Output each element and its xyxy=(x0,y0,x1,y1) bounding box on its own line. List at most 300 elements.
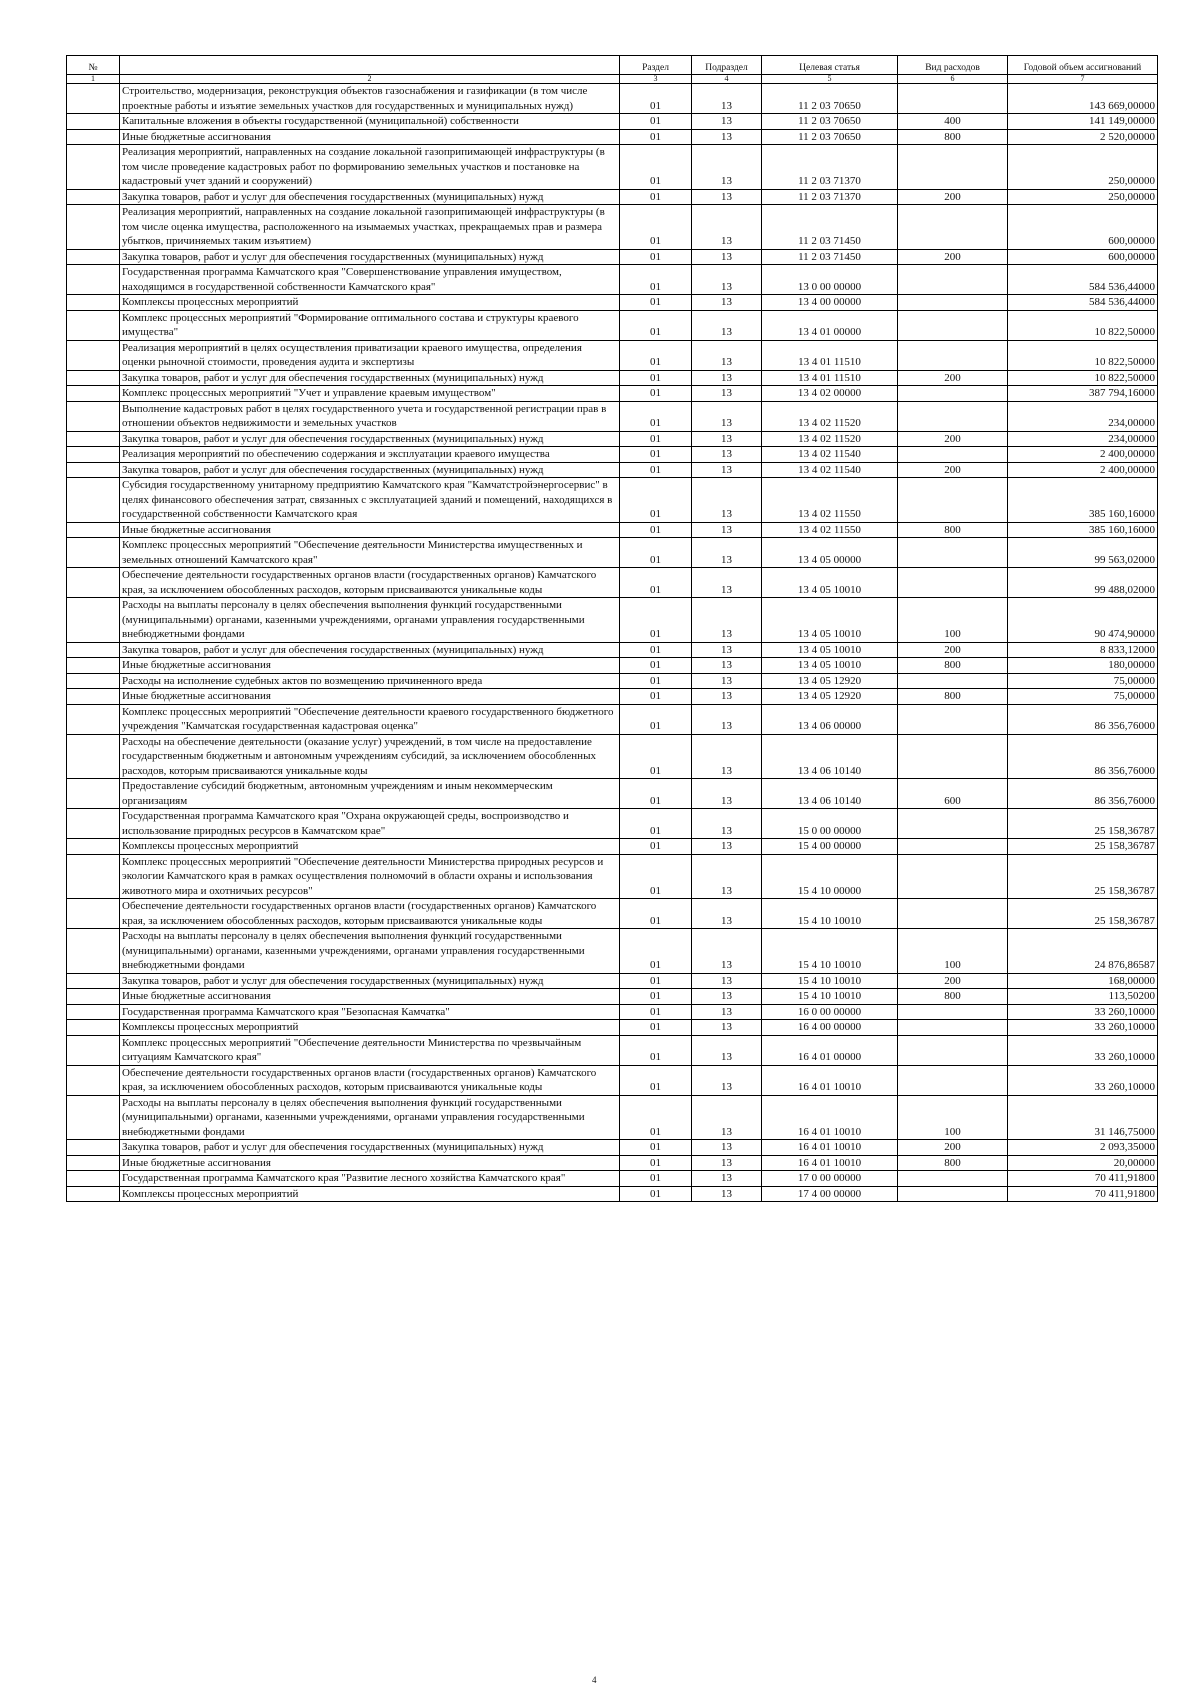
cell-podrazdel: 13 xyxy=(692,1020,762,1036)
table-row xyxy=(67,538,1158,568)
cell-sum: 234,00000 xyxy=(1008,401,1158,431)
cell-razdel: 01 xyxy=(620,310,692,340)
cell-razdel: 01 xyxy=(620,973,692,989)
header-num: № xyxy=(67,56,120,75)
cell-sum: 25 158,36787 xyxy=(1008,839,1158,855)
header-name xyxy=(120,56,620,75)
table-row xyxy=(67,989,1158,1005)
cell-sum: 8 833,12000 xyxy=(1008,642,1158,658)
cell-num xyxy=(67,114,120,130)
table-row xyxy=(67,189,1158,205)
cell-name: Комплекс процессных мероприятий "Обеспечение деятельности Министерства природных ресурсов и экологии Камчатского края в рамках осуществления полномочий в области охраны и использования животного мира и охотничьих ресурсов" xyxy=(120,854,620,899)
cell-podrazdel: 13 xyxy=(692,447,762,463)
cell-celevaya: 13 4 00 00000 xyxy=(762,295,898,311)
table-row xyxy=(67,1004,1158,1020)
table-row xyxy=(67,642,1158,658)
cell-razdel: 01 xyxy=(620,779,692,809)
cell-podrazdel: 13 xyxy=(692,1171,762,1187)
cell-celevaya: 13 0 00 00000 xyxy=(762,265,898,295)
table-row xyxy=(67,522,1158,538)
cell-name: Иные бюджетные ассигнования xyxy=(120,658,620,674)
cell-num xyxy=(67,295,120,311)
cell-sum: 143 669,00000 xyxy=(1008,84,1158,114)
cell-num xyxy=(67,84,120,114)
cell-num xyxy=(67,1020,120,1036)
cell-celevaya: 13 4 01 00000 xyxy=(762,310,898,340)
cell-sum: 600,00000 xyxy=(1008,249,1158,265)
cell-vid xyxy=(898,1004,1008,1020)
cell-podrazdel: 13 xyxy=(692,779,762,809)
cell-razdel: 01 xyxy=(620,295,692,311)
cell-razdel: 01 xyxy=(620,704,692,734)
table-body xyxy=(67,84,1158,1202)
cell-razdel: 01 xyxy=(620,401,692,431)
column-number: 7 xyxy=(1008,75,1158,84)
cell-vid xyxy=(898,205,1008,250)
cell-num xyxy=(67,265,120,295)
cell-vid: 200 xyxy=(898,462,1008,478)
cell-celevaya: 13 4 06 10140 xyxy=(762,779,898,809)
cell-celevaya: 13 4 05 00000 xyxy=(762,538,898,568)
cell-num xyxy=(67,522,120,538)
cell-name: Закупка товаров, работ и услуг для обеспечения государственных (муниципальных) нужд xyxy=(120,249,620,265)
cell-podrazdel: 13 xyxy=(692,478,762,523)
cell-razdel: 01 xyxy=(620,84,692,114)
cell-name: Закупка товаров, работ и услуг для обеспечения государственных (муниципальных) нужд xyxy=(120,189,620,205)
cell-razdel: 01 xyxy=(620,1140,692,1156)
cell-podrazdel: 13 xyxy=(692,1065,762,1095)
cell-vid: 800 xyxy=(898,658,1008,674)
cell-razdel: 01 xyxy=(620,689,692,705)
cell-celevaya: 16 4 01 10010 xyxy=(762,1095,898,1140)
table-row xyxy=(67,84,1158,114)
table-row xyxy=(67,145,1158,190)
cell-podrazdel: 13 xyxy=(692,310,762,340)
cell-vid xyxy=(898,734,1008,779)
cell-sum: 180,00000 xyxy=(1008,658,1158,674)
cell-vid: 200 xyxy=(898,1140,1008,1156)
cell-num xyxy=(67,568,120,598)
cell-sum: 25 158,36787 xyxy=(1008,899,1158,929)
cell-vid: 400 xyxy=(898,114,1008,130)
cell-sum: 99 563,02000 xyxy=(1008,538,1158,568)
cell-vid: 100 xyxy=(898,929,1008,974)
cell-name: Расходы на выплаты персоналу в целях обеспечения выполнения функций государственными (муниципальными) органами, казенными учреждениями, органами управления государственными внебюджетными фондами xyxy=(120,1095,620,1140)
cell-name: Государственная программа Камчатского края "Развитие лесного хозяйства Камчатского края" xyxy=(120,1171,620,1187)
cell-name: Расходы на обеспечение деятельности (оказание услуг) учреждений, в том числе на предоставление государственным бюджетным и автономным учреждениям субсидий, за исключением обособленных расходов, которым присваиваются уникальные коды xyxy=(120,734,620,779)
cell-razdel: 01 xyxy=(620,1065,692,1095)
cell-num xyxy=(67,839,120,855)
cell-name: Государственная программа Камчатского края "Совершенствование управления имуществом, находящимся в государственной собственности Камчатского края" xyxy=(120,265,620,295)
cell-name: Закупка товаров, работ и услуг для обеспечения государственных (муниципальных) нужд xyxy=(120,370,620,386)
cell-num xyxy=(67,447,120,463)
header-razdel: Раздел xyxy=(620,56,692,75)
cell-celevaya: 11 2 03 71450 xyxy=(762,205,898,250)
cell-razdel: 01 xyxy=(620,673,692,689)
cell-celevaya: 13 4 02 11520 xyxy=(762,401,898,431)
table-row xyxy=(67,568,1158,598)
cell-sum: 234,00000 xyxy=(1008,431,1158,447)
cell-name: Государственная программа Камчатского края "Безопасная Камчатка" xyxy=(120,1004,620,1020)
cell-name: Субсидия государственному унитарному предприятию Камчатского края "Камчатстройэнергосервис" в целях финансового обеспечения затрат, связанных с эксплуатацией зданий и помещений, находящихся в государственной собственности Камчатского края xyxy=(120,478,620,523)
cell-vid xyxy=(898,1171,1008,1187)
budget-document xyxy=(66,55,1157,1202)
cell-num xyxy=(67,598,120,643)
table-row xyxy=(67,779,1158,809)
cell-razdel: 01 xyxy=(620,114,692,130)
cell-podrazdel: 13 xyxy=(692,1004,762,1020)
cell-num xyxy=(67,642,120,658)
cell-vid xyxy=(898,704,1008,734)
cell-name: Комплекс процессных мероприятий "Обеспечение деятельности краевого государственного бюджетного учреждения "Камчатская государственная кадастровая оценка" xyxy=(120,704,620,734)
cell-celevaya: 15 4 10 10010 xyxy=(762,989,898,1005)
table-row xyxy=(67,598,1158,643)
cell-podrazdel: 13 xyxy=(692,689,762,705)
cell-celevaya: 11 2 03 71370 xyxy=(762,145,898,190)
cell-podrazdel: 13 xyxy=(692,989,762,1005)
cell-num xyxy=(67,205,120,250)
cell-vid xyxy=(898,839,1008,855)
table-row xyxy=(67,249,1158,265)
cell-podrazdel: 13 xyxy=(692,839,762,855)
cell-name: Выполнение кадастровых работ в целях государственного учета и государственной регистрации прав в отношении объектов недвижимости и земельных участков xyxy=(120,401,620,431)
cell-sum: 90 474,90000 xyxy=(1008,598,1158,643)
cell-num xyxy=(67,734,120,779)
cell-sum: 385 160,16000 xyxy=(1008,478,1158,523)
cell-vid: 200 xyxy=(898,249,1008,265)
cell-podrazdel: 13 xyxy=(692,1155,762,1171)
cell-name: Комплексы процессных мероприятий xyxy=(120,839,620,855)
cell-name: Реализация мероприятий, направленных на создание локальной газоприпимающей инфраструктуры (в том числе оценка имущества, расположенного на изымаемых участках, прекращаемых прав и размера убытков, причиняемых таким изъятием) xyxy=(120,205,620,250)
column-number: 1 xyxy=(67,75,120,84)
cell-celevaya: 17 4 00 00000 xyxy=(762,1186,898,1202)
cell-celevaya: 13 4 02 11540 xyxy=(762,447,898,463)
cell-vid xyxy=(898,854,1008,899)
cell-vid xyxy=(898,1186,1008,1202)
cell-podrazdel: 13 xyxy=(692,401,762,431)
cell-sum: 86 356,76000 xyxy=(1008,779,1158,809)
cell-sum: 385 160,16000 xyxy=(1008,522,1158,538)
cell-vid xyxy=(898,386,1008,402)
cell-vid xyxy=(898,295,1008,311)
column-number: 6 xyxy=(898,75,1008,84)
cell-sum: 168,00000 xyxy=(1008,973,1158,989)
budget-table xyxy=(66,55,1158,1202)
cell-name: Закупка товаров, работ и услуг для обеспечения государственных (муниципальных) нужд xyxy=(120,973,620,989)
cell-name: Комплекс процессных мероприятий "Формирование оптимального состава и структуры краевого имущества" xyxy=(120,310,620,340)
table-row xyxy=(67,1186,1158,1202)
cell-celevaya: 16 4 01 10010 xyxy=(762,1065,898,1095)
cell-razdel: 01 xyxy=(620,370,692,386)
cell-name: Иные бюджетные ассигнования xyxy=(120,129,620,145)
cell-vid: 200 xyxy=(898,642,1008,658)
cell-podrazdel: 13 xyxy=(692,129,762,145)
cell-vid xyxy=(898,1035,1008,1065)
cell-razdel: 01 xyxy=(620,1004,692,1020)
cell-sum: 86 356,76000 xyxy=(1008,704,1158,734)
cell-sum: 33 260,10000 xyxy=(1008,1004,1158,1020)
table-row xyxy=(67,114,1158,130)
cell-vid xyxy=(898,673,1008,689)
cell-vid: 800 xyxy=(898,989,1008,1005)
cell-sum: 250,00000 xyxy=(1008,145,1158,190)
cell-podrazdel: 13 xyxy=(692,642,762,658)
cell-podrazdel: 13 xyxy=(692,704,762,734)
cell-razdel: 01 xyxy=(620,1035,692,1065)
cell-name: Комплексы процессных мероприятий xyxy=(120,295,620,311)
cell-celevaya: 13 4 06 10140 xyxy=(762,734,898,779)
cell-celevaya: 11 2 03 70650 xyxy=(762,84,898,114)
table-row xyxy=(67,1095,1158,1140)
cell-celevaya: 13 4 01 11510 xyxy=(762,370,898,386)
cell-name: Комплексы процессных мероприятий xyxy=(120,1020,620,1036)
cell-num xyxy=(67,145,120,190)
cell-num xyxy=(67,462,120,478)
cell-vid xyxy=(898,145,1008,190)
cell-num xyxy=(67,249,120,265)
cell-name: Иные бюджетные ассигнования xyxy=(120,1155,620,1171)
table-row xyxy=(67,1140,1158,1156)
cell-podrazdel: 13 xyxy=(692,249,762,265)
cell-razdel: 01 xyxy=(620,809,692,839)
cell-name: Обеспечение деятельности государственных органов власти (государственных органов) Камчатского края, за исключением обособленных расходов, которым присваиваются уникальные коды xyxy=(120,568,620,598)
cell-podrazdel: 13 xyxy=(692,462,762,478)
cell-sum: 584 536,44000 xyxy=(1008,265,1158,295)
cell-sum: 2 520,00000 xyxy=(1008,129,1158,145)
header-sum: Годовой объем ассигнований xyxy=(1008,56,1158,75)
cell-name: Обеспечение деятельности государственных органов власти (государственных органов) Камчатского края, за исключением обособленных расходов, которым присваиваются уникальные коды xyxy=(120,1065,620,1095)
cell-razdel: 01 xyxy=(620,340,692,370)
table-row xyxy=(67,899,1158,929)
cell-name: Закупка товаров, работ и услуг для обеспечения государственных (муниципальных) нужд xyxy=(120,431,620,447)
column-number: 4 xyxy=(692,75,762,84)
cell-razdel: 01 xyxy=(620,129,692,145)
cell-sum: 10 822,50000 xyxy=(1008,310,1158,340)
cell-razdel: 01 xyxy=(620,205,692,250)
page-number: 4 xyxy=(592,1675,597,1685)
cell-num xyxy=(67,673,120,689)
cell-celevaya: 13 4 02 11540 xyxy=(762,462,898,478)
column-number-row xyxy=(67,75,1158,84)
cell-podrazdel: 13 xyxy=(692,84,762,114)
cell-celevaya: 16 4 01 10010 xyxy=(762,1155,898,1171)
cell-name: Комплекс процессных мероприятий "Обеспечение деятельности Министерства по чрезвычайным ситуациям Камчатского края" xyxy=(120,1035,620,1065)
cell-podrazdel: 13 xyxy=(692,265,762,295)
cell-name: Реализация мероприятий по обеспечению содержания и эксплуатации краевого имущества xyxy=(120,447,620,463)
cell-celevaya: 13 4 05 12920 xyxy=(762,689,898,705)
table-row xyxy=(67,310,1158,340)
header-vid: Вид расходов xyxy=(898,56,1008,75)
cell-celevaya: 16 0 00 00000 xyxy=(762,1004,898,1020)
table-row xyxy=(67,1035,1158,1065)
cell-celevaya: 11 2 03 70650 xyxy=(762,114,898,130)
cell-num xyxy=(67,340,120,370)
cell-podrazdel: 13 xyxy=(692,538,762,568)
table-row xyxy=(67,658,1158,674)
cell-num xyxy=(67,1186,120,1202)
cell-podrazdel: 13 xyxy=(692,734,762,779)
cell-name: Предоставление субсидий бюджетным, автономным учреждениям и иным некоммерческим организациям xyxy=(120,779,620,809)
cell-razdel: 01 xyxy=(620,447,692,463)
cell-razdel: 01 xyxy=(620,189,692,205)
cell-vid xyxy=(898,310,1008,340)
cell-vid: 200 xyxy=(898,370,1008,386)
cell-podrazdel: 13 xyxy=(692,568,762,598)
table-row xyxy=(67,839,1158,855)
cell-razdel: 01 xyxy=(620,989,692,1005)
table-row xyxy=(67,704,1158,734)
cell-vid xyxy=(898,401,1008,431)
cell-num xyxy=(67,386,120,402)
cell-razdel: 01 xyxy=(620,734,692,779)
cell-name: Реализация мероприятий, направленных на создание локальной газоприпимающей инфраструктуры (в том числе проведение кадастровых работ по формированию земельных участков и постановке на кадастровый учет зданий и сооружений) xyxy=(120,145,620,190)
cell-vid: 800 xyxy=(898,129,1008,145)
cell-vid: 600 xyxy=(898,779,1008,809)
cell-podrazdel: 13 xyxy=(692,189,762,205)
cell-num xyxy=(67,538,120,568)
cell-razdel: 01 xyxy=(620,658,692,674)
cell-sum: 10 822,50000 xyxy=(1008,370,1158,386)
cell-sum: 70 411,91800 xyxy=(1008,1186,1158,1202)
cell-razdel: 01 xyxy=(620,929,692,974)
cell-razdel: 01 xyxy=(620,1186,692,1202)
cell-podrazdel: 13 xyxy=(692,673,762,689)
cell-num xyxy=(67,1004,120,1020)
cell-celevaya: 17 0 00 00000 xyxy=(762,1171,898,1187)
cell-num xyxy=(67,189,120,205)
cell-num xyxy=(67,929,120,974)
cell-razdel: 01 xyxy=(620,1020,692,1036)
cell-celevaya: 13 4 02 11520 xyxy=(762,431,898,447)
cell-podrazdel: 13 xyxy=(692,431,762,447)
cell-num xyxy=(67,1140,120,1156)
cell-podrazdel: 13 xyxy=(692,340,762,370)
cell-sum: 387 794,16000 xyxy=(1008,386,1158,402)
cell-vid xyxy=(898,538,1008,568)
cell-num xyxy=(67,689,120,705)
cell-num xyxy=(67,431,120,447)
cell-podrazdel: 13 xyxy=(692,145,762,190)
cell-vid: 100 xyxy=(898,598,1008,643)
cell-name: Реализация мероприятий в целях осуществления приватизации краевого имущества, определения оценки рыночной стоимости, проведения аудита и экспертизы xyxy=(120,340,620,370)
table-row xyxy=(67,462,1158,478)
cell-name: Расходы на выплаты персоналу в целях обеспечения выполнения функций государственными (муниципальными) органами, казенными учреждениями, органами управления государственными внебюджетными фондами xyxy=(120,598,620,643)
cell-podrazdel: 13 xyxy=(692,522,762,538)
table-row xyxy=(67,673,1158,689)
cell-name: Расходы на исполнение судебных актов по возмещению причиненного вреда xyxy=(120,673,620,689)
cell-num xyxy=(67,310,120,340)
table-row xyxy=(67,734,1158,779)
cell-sum: 25 158,36787 xyxy=(1008,854,1158,899)
cell-name: Иные бюджетные ассигнования xyxy=(120,522,620,538)
table-row xyxy=(67,370,1158,386)
cell-celevaya: 13 4 05 10010 xyxy=(762,568,898,598)
cell-num xyxy=(67,478,120,523)
cell-num xyxy=(67,370,120,386)
cell-sum: 99 488,02000 xyxy=(1008,568,1158,598)
cell-celevaya: 11 2 03 71370 xyxy=(762,189,898,205)
cell-razdel: 01 xyxy=(620,462,692,478)
cell-sum: 2 400,00000 xyxy=(1008,447,1158,463)
cell-celevaya: 11 2 03 70650 xyxy=(762,129,898,145)
cell-razdel: 01 xyxy=(620,431,692,447)
cell-razdel: 01 xyxy=(620,249,692,265)
cell-razdel: 01 xyxy=(620,265,692,295)
cell-num xyxy=(67,854,120,899)
cell-razdel: 01 xyxy=(620,568,692,598)
cell-razdel: 01 xyxy=(620,642,692,658)
cell-razdel: 01 xyxy=(620,598,692,643)
table-row xyxy=(67,809,1158,839)
table-row xyxy=(67,340,1158,370)
table-row xyxy=(67,1171,1158,1187)
cell-celevaya: 15 4 10 10010 xyxy=(762,929,898,974)
cell-razdel: 01 xyxy=(620,839,692,855)
cell-vid: 800 xyxy=(898,689,1008,705)
table-row xyxy=(67,386,1158,402)
cell-celevaya: 13 4 05 10010 xyxy=(762,598,898,643)
cell-num xyxy=(67,809,120,839)
cell-sum: 75,00000 xyxy=(1008,689,1158,705)
cell-sum: 70 411,91800 xyxy=(1008,1171,1158,1187)
column-number: 2 xyxy=(120,75,620,84)
table-row xyxy=(67,447,1158,463)
header-row xyxy=(67,56,1158,75)
cell-celevaya: 16 4 01 00000 xyxy=(762,1035,898,1065)
cell-name: Комплекс процессных мероприятий "Учет и управление краевым имуществом" xyxy=(120,386,620,402)
table-row xyxy=(67,129,1158,145)
cell-name: Комплекс процессных мероприятий "Обеспечение деятельности Министерства имущественных и земельных отношений Камчатского края" xyxy=(120,538,620,568)
cell-celevaya: 15 4 00 00000 xyxy=(762,839,898,855)
cell-vid: 200 xyxy=(898,189,1008,205)
cell-num xyxy=(67,401,120,431)
cell-num xyxy=(67,704,120,734)
cell-vid xyxy=(898,447,1008,463)
cell-sum: 75,00000 xyxy=(1008,673,1158,689)
column-number: 5 xyxy=(762,75,898,84)
cell-vid xyxy=(898,340,1008,370)
cell-vid: 200 xyxy=(898,973,1008,989)
cell-vid xyxy=(898,809,1008,839)
cell-num xyxy=(67,1095,120,1140)
cell-num xyxy=(67,973,120,989)
cell-vid xyxy=(898,1020,1008,1036)
cell-podrazdel: 13 xyxy=(692,1035,762,1065)
cell-podrazdel: 13 xyxy=(692,899,762,929)
cell-num xyxy=(67,989,120,1005)
cell-num xyxy=(67,658,120,674)
cell-name: Закупка товаров, работ и услуг для обеспечения государственных (муниципальных) нужд xyxy=(120,1140,620,1156)
cell-celevaya: 13 4 02 00000 xyxy=(762,386,898,402)
cell-celevaya: 13 4 01 11510 xyxy=(762,340,898,370)
cell-podrazdel: 13 xyxy=(692,1186,762,1202)
cell-razdel: 01 xyxy=(620,145,692,190)
table-row xyxy=(67,854,1158,899)
cell-podrazdel: 13 xyxy=(692,1140,762,1156)
cell-vid: 200 xyxy=(898,431,1008,447)
cell-podrazdel: 13 xyxy=(692,598,762,643)
cell-razdel: 01 xyxy=(620,899,692,929)
cell-sum: 141 149,00000 xyxy=(1008,114,1158,130)
cell-podrazdel: 13 xyxy=(692,658,762,674)
header-celevaya: Целевая статья xyxy=(762,56,898,75)
cell-vid: 800 xyxy=(898,1155,1008,1171)
cell-celevaya: 13 4 05 10010 xyxy=(762,658,898,674)
cell-vid: 800 xyxy=(898,522,1008,538)
cell-name: Обеспечение деятельности государственных органов власти (государственных органов) Камчатского края, за исключением обособленных расходов, которым присваиваются уникальные коды xyxy=(120,899,620,929)
cell-name: Закупка товаров, работ и услуг для обеспечения государственных (муниципальных) нужд xyxy=(120,642,620,658)
cell-celevaya: 15 4 10 10010 xyxy=(762,973,898,989)
